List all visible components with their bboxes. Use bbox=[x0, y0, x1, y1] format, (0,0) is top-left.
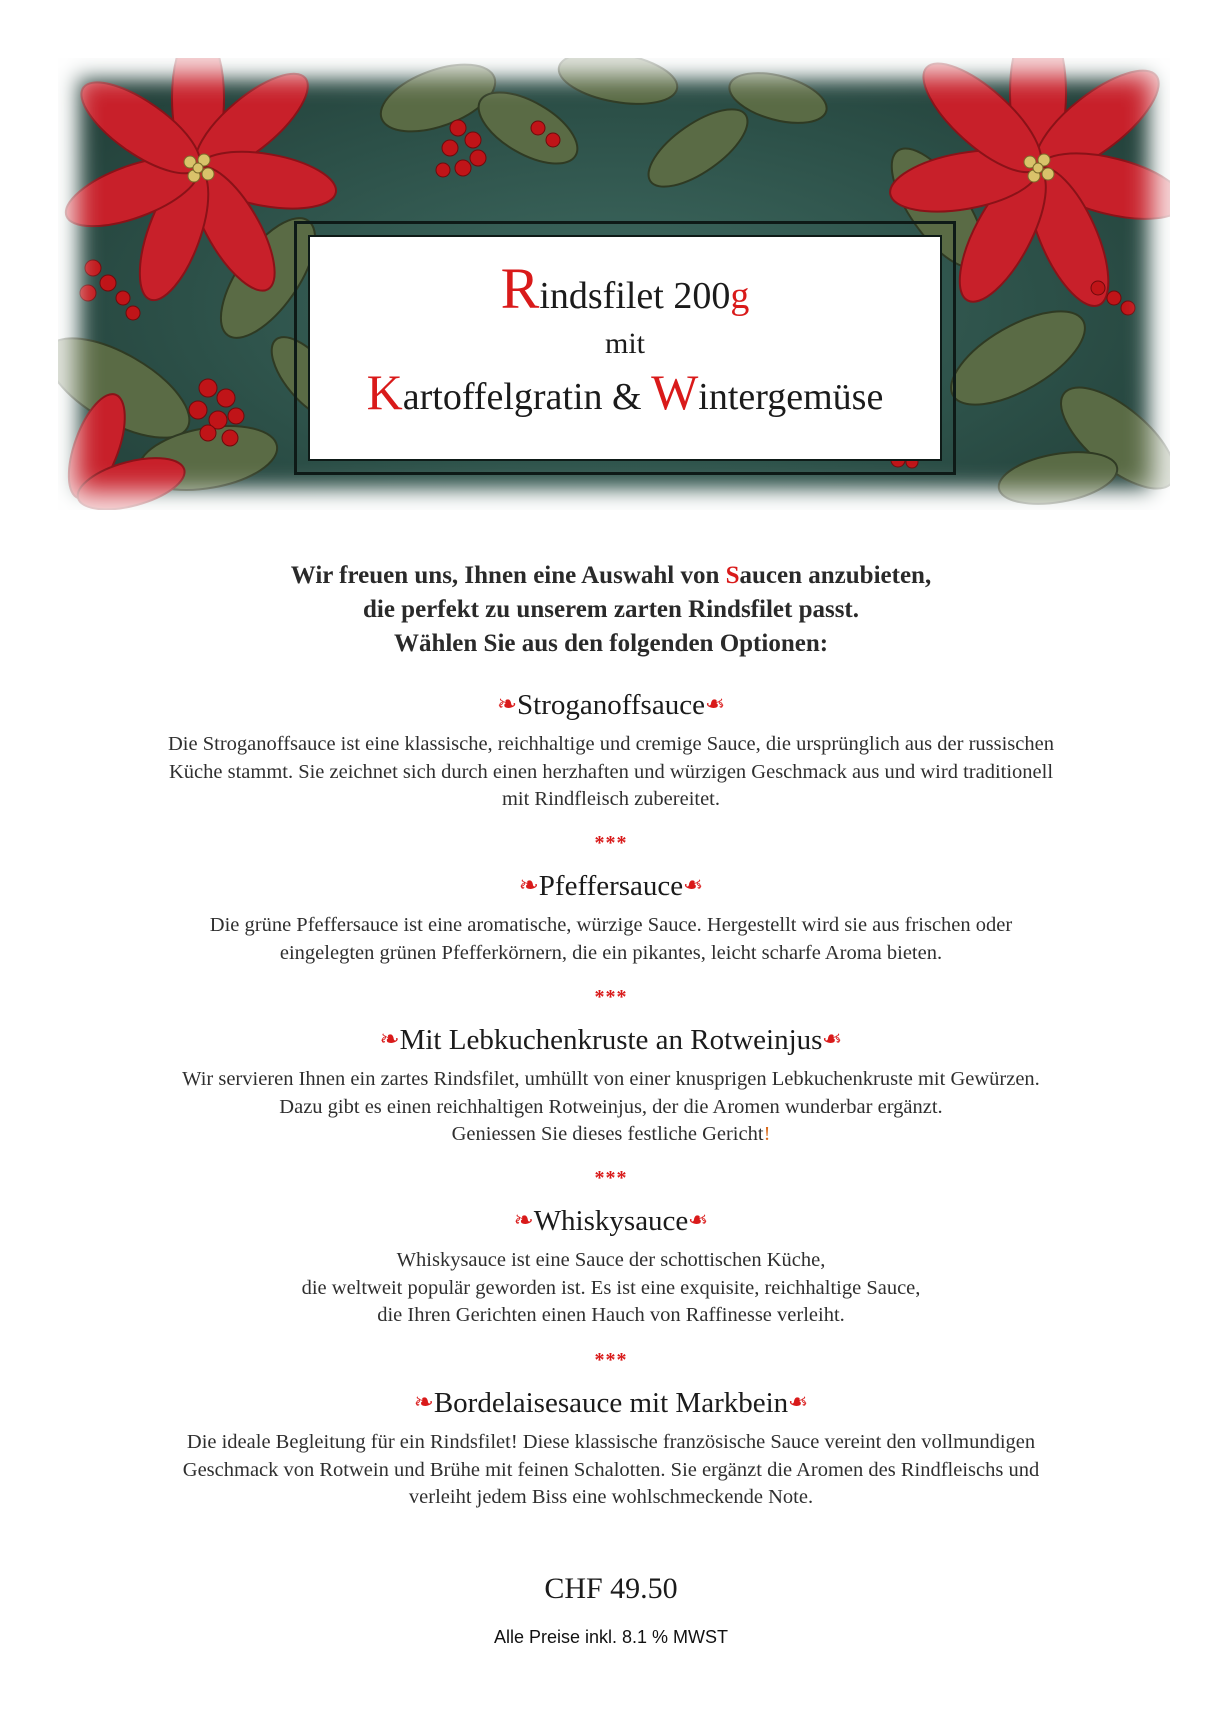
title-box bbox=[308, 235, 942, 461]
ornament-icon: ❧ bbox=[379, 1027, 400, 1053]
ornament-icon: ❧ bbox=[688, 1208, 709, 1234]
sauce-section bbox=[0, 1201, 1222, 1330]
price: CHF 49.50 bbox=[544, 1572, 678, 1605]
sauce-title: ❧Stroganoffsauce❧ bbox=[0, 685, 1222, 725]
ornament-icon: ❧ bbox=[788, 1390, 809, 1416]
separator: *** bbox=[594, 986, 628, 1008]
sauce-title: ❧Bordelaisesauce mit Markbein❧ bbox=[0, 1383, 1222, 1423]
dish-sides: Kartoffelgratin & Wintergemüse bbox=[366, 364, 884, 420]
sauce-description: Wir servieren Ihnen ein zartes Rindsfilet, umhüllt von einer knusprigen Lebkuchenkruste mit Gewürzen. Dazu gibt es einen reichhaltigen Rotweinjus, der die Aromen wunderbar ergänzt. Geniessen Sie dieses festliche Gericht! bbox=[182, 1068, 1040, 1145]
ornament-icon: ❧ bbox=[518, 873, 539, 899]
ornament-icon: ❧ bbox=[822, 1027, 843, 1053]
separator: *** bbox=[594, 832, 628, 854]
sauce-section bbox=[0, 1383, 1222, 1512]
intro-text: Wir freuen uns, Ihnen eine Auswahl von Saucen anzubieten, die perfekt zu unserem zarten Rindsfilet passt. Wählen Sie aus den folgenden Optionen: bbox=[290, 562, 932, 657]
sauce-description: Whiskysauce ist eine Sauce der schottischen Küche, die weltweit populär geworden ist. Es ist eine exquisite, reichhaltige Sauce, die Ihren Gerichten einen Hauch von Raffinesse verleiht. bbox=[301, 1249, 921, 1326]
sauce-title: ❧Whiskysauce❧ bbox=[0, 1201, 1222, 1241]
sauce-title: ❧Pfeffersauce❧ bbox=[0, 866, 1222, 906]
sauce-section bbox=[0, 685, 1222, 814]
dish-title-connector: mit bbox=[604, 327, 645, 360]
sauce-section bbox=[0, 866, 1222, 967]
sauce-title: ❧Mit Lebkuchenkruste an Rotweinjus❧ bbox=[0, 1020, 1222, 1060]
sauce-description: Die grüne Pfeffersauce ist eine aromatische, würzige Sauce. Hergestellt wird sie aus frischen oder eingelegten grünen Pfefferkörnern, die ein pikantes, leicht scharfe Aroma bieten. bbox=[209, 914, 1013, 964]
ornament-icon: ❧ bbox=[413, 1390, 434, 1416]
ornament-icon: ❧ bbox=[496, 692, 518, 718]
ornament-icon: ❧ bbox=[513, 1208, 534, 1234]
vat-note: Alle Preise inkl. 8.1 % MWST bbox=[493, 1627, 729, 1647]
sauce-description: Die Stroganoffsauce ist eine klassische, reichhaltige und cremige Sauce, die ursprünglich aus der russischen Küche stammt. Sie zeichnet sich durch einen herzhaften und würzigen Geschmack aus und wird traditionell mit Rindfleisch zubereitet. bbox=[168, 733, 1054, 810]
separator: *** bbox=[594, 1167, 628, 1189]
dish-title: Rindsfilet 200g bbox=[500, 256, 750, 321]
sauce-section bbox=[0, 1020, 1222, 1149]
sauce-description: Die ideale Begleitung für ein Rindsfilet! Diese klassische französische Sauce vereint den vollmundigen Geschmack von Rotwein und Brühe mit feinen Schalotten. Sie ergänzt die Aromen des Rindfleischs und verleiht jedem Biss eine wohlschmeckende Note. bbox=[182, 1431, 1040, 1508]
ornament-icon: ❧ bbox=[683, 873, 704, 899]
ornament-icon: ❧ bbox=[704, 692, 726, 718]
separator: *** bbox=[594, 1349, 628, 1371]
title-initial: R bbox=[500, 256, 540, 321]
